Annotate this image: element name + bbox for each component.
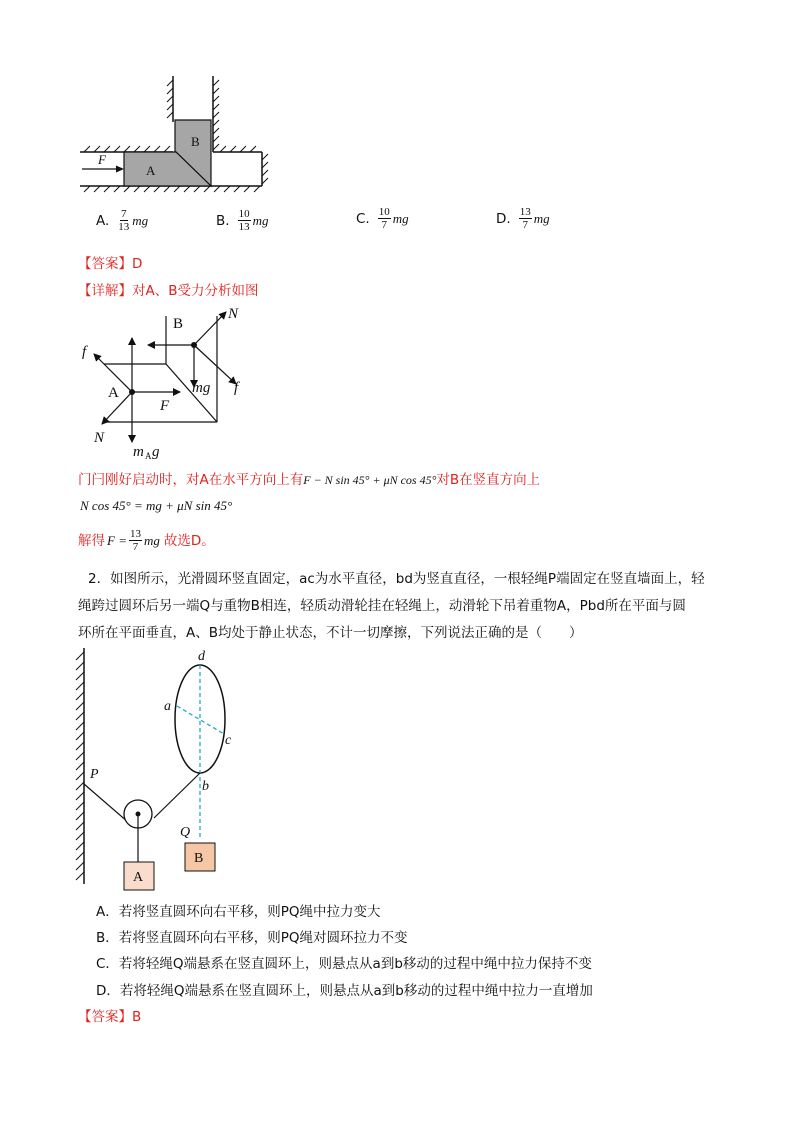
q2-figure xyxy=(70,644,250,894)
fbd-label-f-right: f xyxy=(234,380,239,396)
fbd-label-mag-sub: A xyxy=(145,451,152,461)
fraction: $\frac{13}{7}$ xyxy=(519,206,531,231)
q1-option-d: D. $\frac{13}{7}$ mg xyxy=(496,206,550,231)
q2-label-a: a xyxy=(164,699,171,714)
q1-figure xyxy=(70,70,270,200)
q1-free-body-diagram xyxy=(76,302,256,462)
q2-label-block-a: A xyxy=(133,870,144,885)
q2-option-d: D．若将轻绳Q端悬系在竖直圆环上，则悬点从a到b移动的过程中绳中拉力一直增加 xyxy=(96,983,593,999)
q1-answer: 【答案】D xyxy=(78,256,143,272)
fbd-label-n-top: N xyxy=(228,306,239,322)
q2-option-c: C．若将轻绳Q端悬系在竖直圆环上，则悬点从a到b移动的过程中绳中拉力保持不变 xyxy=(96,956,592,972)
q1-option-c: C. $\frac{10}{7}$ mg xyxy=(356,206,409,231)
q2-label-d: d xyxy=(198,649,205,664)
q2-stem-line3: 环所在平面垂直，A、B均处于静止状态，不计一切摩擦，下列说法正确的是（ ） xyxy=(78,625,583,641)
q1-explain-line3: 解得 F = $\frac{13}{7}$ mg 故选D。 xyxy=(78,528,215,553)
q1-detail: 【详解】对A、B受力分析如图 xyxy=(78,283,259,299)
fbd-label-mag-g: g xyxy=(152,444,160,460)
q2-label-block-b: B xyxy=(194,851,204,866)
fbd-label-b: B xyxy=(173,316,184,332)
q1-block-a-label: A xyxy=(146,163,156,178)
q1-explain-line2: N cos 45° = mg + μN sin 45° xyxy=(80,498,233,513)
fbd-label-mg: mg xyxy=(192,380,211,396)
fbd-label-n-bottom: N xyxy=(94,430,105,446)
fraction: $\frac{10}{7}$ xyxy=(378,206,390,231)
q2-stem-line2: 绳跨过圆环后另一端Q与重物B相连，轻质动滑轮挂在轻绳上，动滑轮下吊着重物A，Pbd所在平面与圆 xyxy=(78,598,686,614)
q2-label-b: b xyxy=(202,779,209,794)
q2-stem-line1: 2．如图所示，光滑圆环竖直固定，ac为水平直径，bd为竖直直径，一根轻绳P端固定在竖直墙面上，轻 xyxy=(88,571,705,587)
q2-label-p: P xyxy=(90,767,99,782)
q1-force-label: F xyxy=(98,152,106,167)
fbd-label-a: A xyxy=(108,385,119,401)
q1-explain-line1: 门闩刚好启动时，对A在水平方向上有F − N sin 45° + μN cos 45°对B在竖直方向上 xyxy=(78,472,541,488)
fbd-label-force: F xyxy=(160,398,170,414)
fraction: $\frac{10}{13}$ xyxy=(238,208,250,233)
q1-option-b: B. $\frac{10}{13}$ mg xyxy=(216,208,269,233)
fbd-label-f-left: f xyxy=(82,344,87,360)
q2-label-c: c xyxy=(225,733,232,748)
fraction: $\frac{7}{13}$ xyxy=(118,208,130,233)
q2-option-b: B．若将竖直圆环向右平移，则PQ绳对圆环拉力不变 xyxy=(96,930,408,946)
q1-block-b-label: B xyxy=(191,134,200,149)
fbd-label-mag-m: m xyxy=(133,444,144,460)
q2-option-a: A．若将竖直圆环向右平移，则PQ绳中拉力变大 xyxy=(96,904,381,920)
q1-option-a: A. $\frac{7}{13}$ mg xyxy=(96,208,149,233)
q2-answer: 【答案】B xyxy=(78,1009,142,1025)
q2-label-q: Q xyxy=(180,825,191,840)
